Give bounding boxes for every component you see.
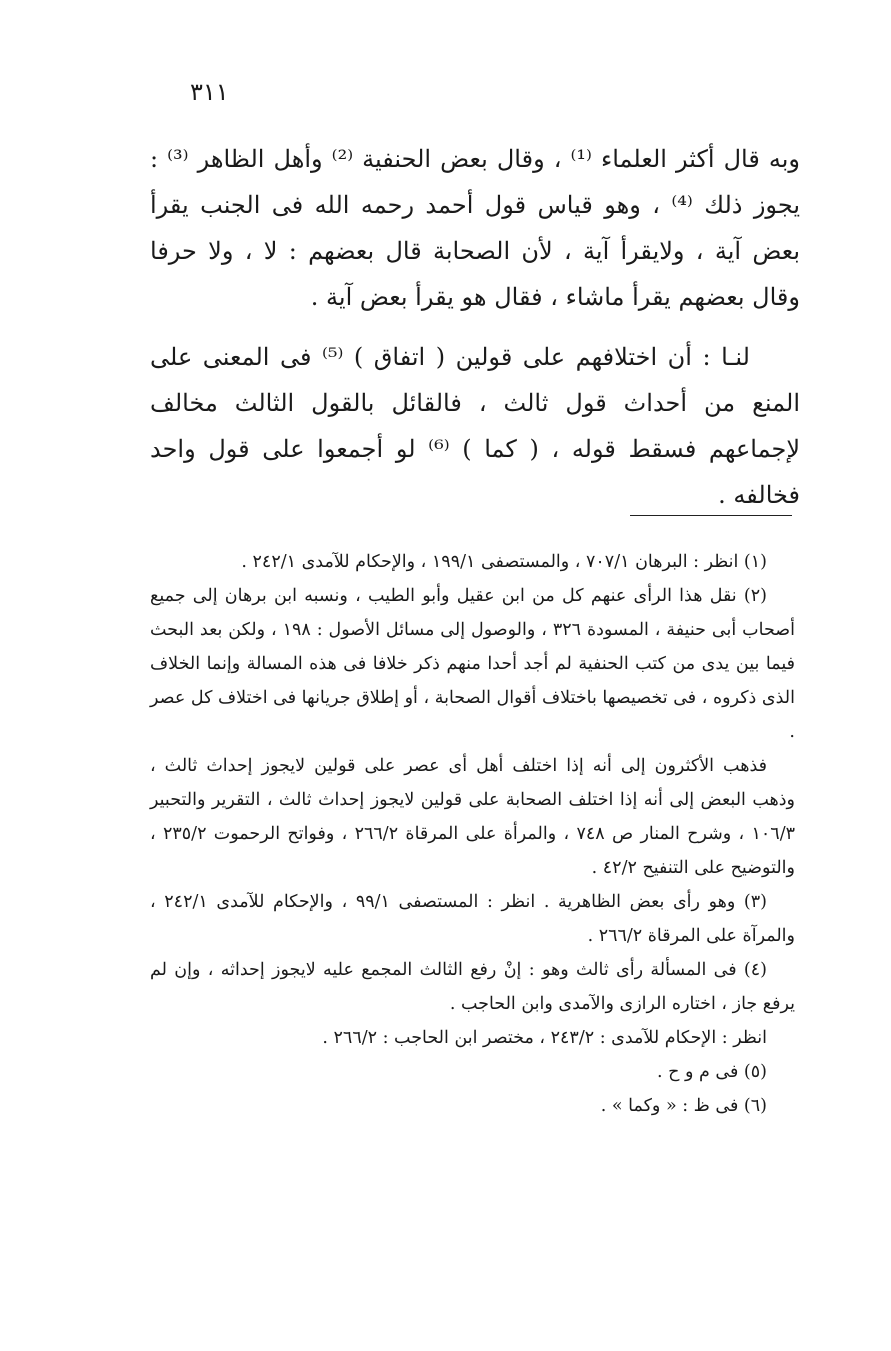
footnote-4: (٤) فى المسألة رأى ثالث وهو : إنْ رفع الثالث المجمع عليه لايجوز إحداثه ، وإن لم يرفع جاز ، اختاره الرازى والآمدى وابن الحاجب .: [150, 960, 795, 1014]
footnote-6: (٦) فى ظ : « وكما » .: [600, 1096, 767, 1116]
footnote-separator: [630, 515, 792, 516]
footnote-2-continuation: فذهب الأكثرون إلى أنه إذا اختلف أهل أى عصر على قولين لايجوز إحداث ثالث ، وذهب البعض إلى أنه إذا اختلف الصحابة على قولين لايجوز إحداث ثالث ، التقرير والتحبير ١٠٦/٣ ، وشرح المنار ص ٧٤٨ ، والمرأة على المرقاة ٢٦٦/٢ ، وفواتح الرحموت ٢٣٥/٢ ، والتوضيح على التنفيح ٤٢/٢ .: [150, 756, 795, 878]
main-paragraph-2: لنـا : أن اختلافهم على قولين ( اتفاق ) ⁽⁵⁾ فى المعنى على المنع من أحداث قول ثالث ، فالقائل بالقول الثالث مخالف لإجماعهم فسقط قوله ، ( كما ) ⁽⁶⁾ لو أجمعوا على قول واحد فخالفه .: [150, 343, 801, 509]
footnote-1: (١) انظر : البرهان ٧٠٧/١ ، والمستصفى ١٩٩/١ ، والإحكام للآمدى ٢٤٢/١ .: [241, 552, 767, 572]
footnote-2: (٢) نقل هذا الرأى عنهم كل من ابن عقيل وأبو الطيب ، ونسبه ابن برهان إلى جميع أصحاب أبى حنيفة ، المسودة ٣٢٦ ، والوصول إلى مسائل الأصول : ١٩٨ ، ولكن بعد البحث فيما بين يدى من كتب الحنفية لم أجد أحدا منهم ذكر خلافا فى هذه المسالة وإنما الخلاف الذى ذكروه ، فى تخصيصها باختلاف أقوال الصحابة ، أو إطلاق جريانها فى اختلاف كل عصر .: [150, 586, 796, 742]
footnote-5: (٥) فى م و ح .: [657, 1062, 767, 1082]
footnote-3: (٣) وهو رأى بعض الظاهرية . انظر : المستصفى ٩٩/١ ، والإحكام للآمدى ٢٤٢/١ ، والمرآة على المرقاة ٢٦٦/٢ .: [150, 892, 795, 946]
page-number: ٣١١: [190, 78, 229, 106]
footnote-4-reference: انظر : الإحكام للآمدى : ٢٤٣/٢ ، مختصر ابن الحاجب : ٢٦٦/٢ .: [322, 1028, 767, 1048]
main-text: [150, 136, 800, 518]
footnotes: [150, 545, 795, 1123]
main-paragraph-1: وبه قال أكثر العلماء ⁽¹⁾ ، وقال بعض الحنفية ⁽²⁾ وأهل الظاهر ⁽³⁾ : يجوز ذلك ⁽⁴⁾ ، وهو قياس قول أحمد رحمه الله فى الجنب يقرأ بعض آية ، ولايقرأ آية ، لأن الصحابة قال بعضهم : لا ، ولا حرفا وقال بعضهم يقرأ ماشاء ، فقال هو يقرأ بعض آية .: [150, 145, 801, 311]
